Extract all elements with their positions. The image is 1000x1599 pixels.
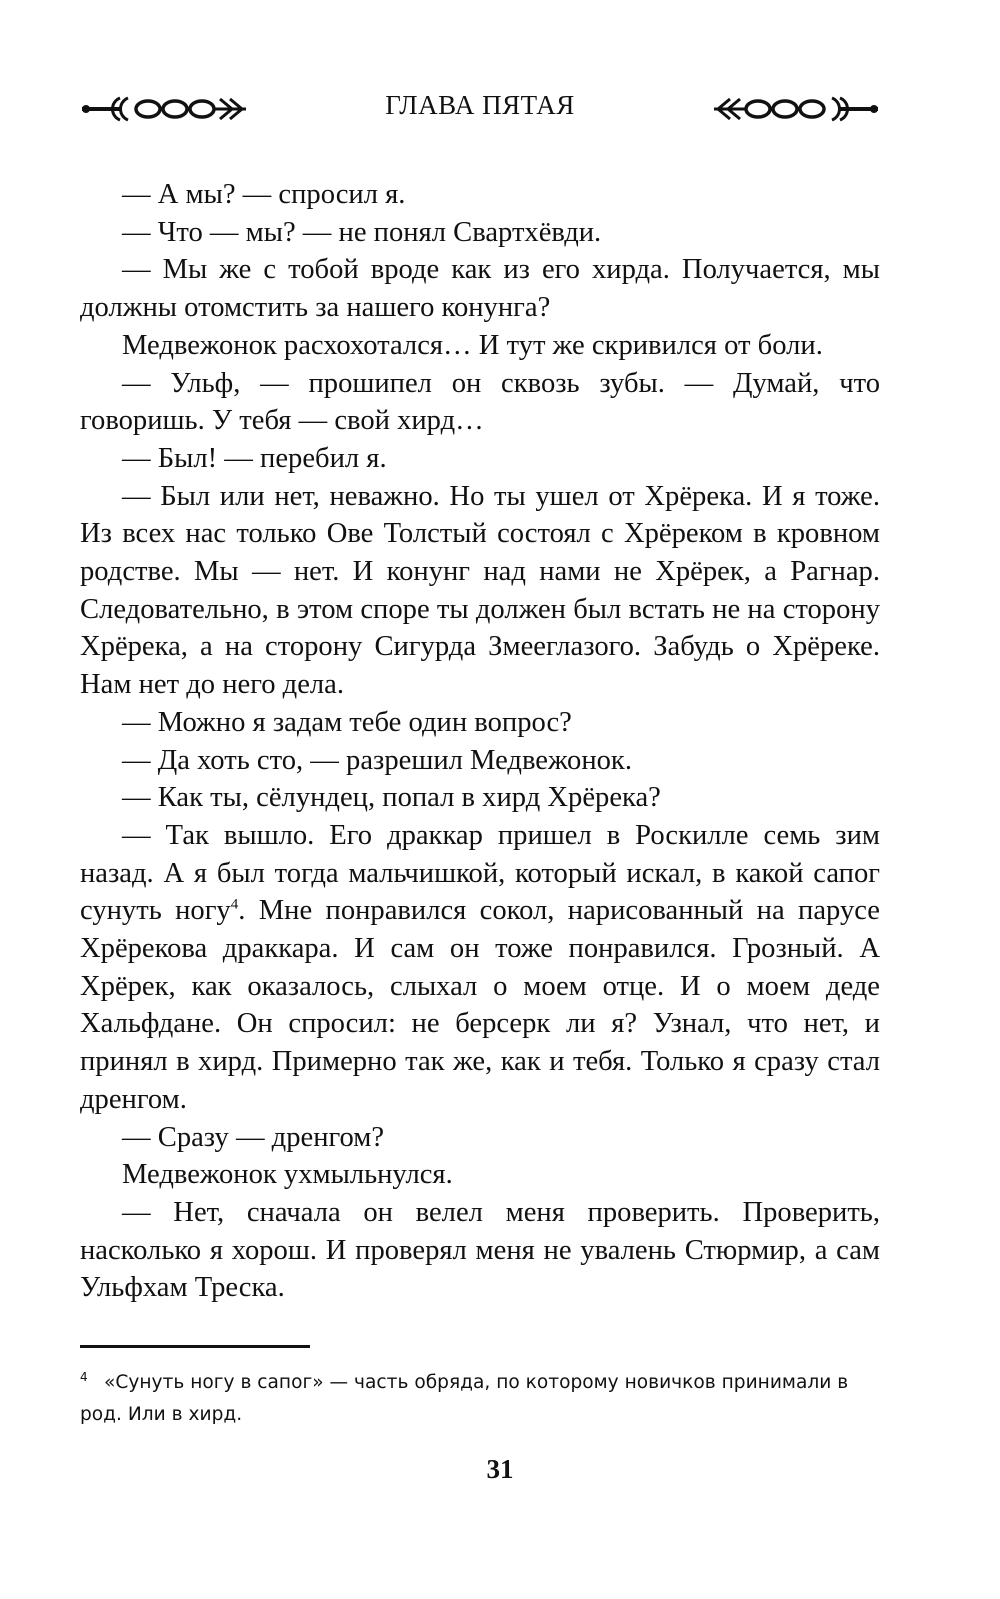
paragraph: — Нет, сначала он велел меня проверить. Проверить, насколько я хорош. И проверял меня не увалень Стюрмир, а сам Ульфхам Треска. [80,1196,880,1304]
paragraph-text: . Мне понравился сокол, нарисованный на парусе Хрёрекова драккара. И сам он тоже понравился. Грозный. А Хрёрек, как оказалось, слыхал о моем отце. И о моем деде Хальфдане. Он спросил: не берсерк ли я? Узнал, что нет, и принял в хирд. Примерно так же, как и тебя. Только я сразу стал дренгом. [80,895,880,1115]
paragraph: — Да хоть сто, — разрешил Медвежонок. [122,744,632,776]
paragraph: Медвежонок расхохотался… И тут же скривился от боли. [122,329,823,361]
paragraph: — Мы же с тобой вроде как из его хирда. Получается, мы должны отомстить за нашего конунга? [80,254,880,324]
paragraph: — Сразу — дренгом? [122,1121,385,1153]
footnote-divider [80,1345,310,1348]
paragraph: — Был или нет, неважно. Но ты ушел от Хрёрека. И я тоже. Из всех нас только Ове Толстый состоял с Хрёреком в кровном родстве. Мы — нет. И конунг над нами не Хрёрек, а Рагнар. Следовательно, в этом споре ты должен был встать не на сторону Хрёрека, а на сторону Сигурда Змееглазого. Забудь о Хрёреке. Нам нет до него дела. [80,480,880,701]
chapter-title: ГЛАВА ПЯТАЯ [385,90,575,120]
paragraph [80,817,880,1119]
footnote [80,1361,880,1431]
paragraph: — Как ты, сёлундец, попал в хирд Хрёрека? [122,782,661,814]
paragraph: — Что — мы? — не понял Свартхёвди. [122,216,602,248]
body-text [80,176,880,1307]
paragraph: — Можно я задам тебе один вопрос? [122,706,572,738]
footnote-reference[interactable]: 4 [230,896,239,913]
paragraph: — Был! — перебил я. [122,442,387,474]
page-number: 31 [486,1454,514,1484]
paragraph: — А мы? — спросил я. [122,179,406,210]
footnote-marker: 4 [80,1370,88,1384]
footnote-text: «Сунуть ногу в сапог» — часть обряда, по которому новичков принимали в род. Или в хирд. [80,1372,849,1425]
paragraph: Медвежонок ухмыльнулся. [122,1159,453,1191]
paragraph: — Ульф, — прошипел он сквозь зубы. — Думай, что говоришь. У тебя — свой хирд… [80,367,880,437]
paragraph-text: — Так вышло. Его драккар пришел в Роскилле семь зим назад. А я был тогда мальчишкой, который искал, в какой сапог сунуть ногу [80,819,880,927]
chapter-header [80,84,880,132]
scroll-ornament-icon [710,92,880,126]
